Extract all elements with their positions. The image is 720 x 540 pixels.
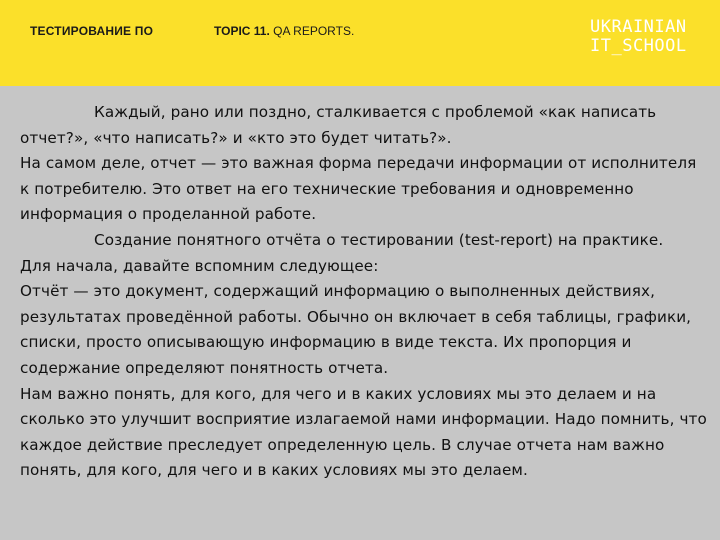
paragraph-report-definition: Отчёт — это документ, содержащий информацию о выполненных действиях, результатах проведённой работы. Обычно он включает в себя таблицы, графики, списки, просто описывающую информацию в виде текста. Их пропорция и содержание определяют понятность отчета.: [20, 282, 692, 377]
school-logo: [590, 18, 687, 56]
logo-line-1: UKRAINIAN: [590, 17, 687, 37]
paragraph-audience: Нам важно понять, для кого, для чего и в каких условиях мы это делаем и на сколько это улучшит восприятие излагаемой нами информации. Надо помнить, что каждое действие преследует определенную цель. В случае отчета нам важно понять, для кого, для чего и в каких условиях мы это делаем.: [20, 384, 707, 480]
slide-body: [20, 100, 710, 484]
topic-title: [214, 24, 354, 38]
paragraph-heading: Создание понятного отчёта о тестировании (test-report) на практике.: [94, 230, 664, 249]
course-title: ТЕСТИРОВАНИЕ ПО: [30, 24, 154, 38]
paragraph-recall: Для начала, давайте вспомним следующее:: [20, 256, 379, 275]
topic-name: QA REPORTS.: [273, 24, 355, 38]
header-bar: [0, 0, 720, 86]
topic-number: TOPIC 11.: [214, 24, 270, 38]
paragraph-intro: Каждый, рано или поздно, сталкивается с проблемой «как написать отчет?», «что написать?» и «кто это будет читать?».: [20, 103, 657, 147]
logo-line-2: IT_SCHOOL: [590, 36, 687, 56]
paragraph-definition: На самом деле, отчет — это важная форма передачи информации от исполнителя к потребителю. Это ответ на его технические требования и одновременно информация о проделанной работе.: [20, 154, 697, 224]
